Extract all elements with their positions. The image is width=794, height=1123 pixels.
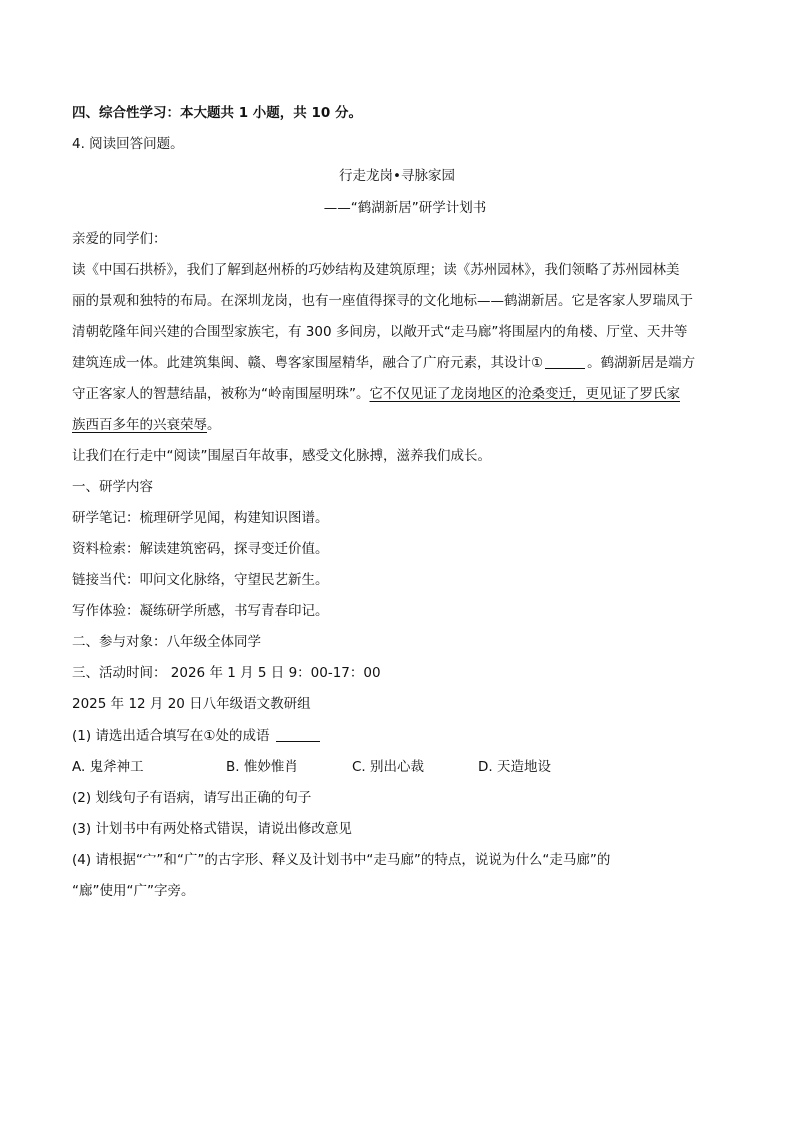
content-item: 研学笔记：梳理研学见闻，构建知识图谱。 (72, 510, 329, 526)
option-a: A. 鬼斧神工 (72, 759, 144, 775)
question-1 (72, 726, 322, 746)
answer-blank-q1 (276, 727, 320, 742)
paragraph-line-4-text-a: 建筑连成一体。此建筑集闽、赣、粤客家围屋精华，融合了广府元素，其设计① (72, 355, 544, 371)
question-3: (3) 计划书中有两处格式错误，请说出修改意见 (72, 821, 352, 837)
paragraph-line-4-text-b: 。鹤湖新居是端方 (587, 355, 696, 371)
underlined-sentence-part-1: 它不仅见证了龙岗地区的沧桑变迁，更见证了罗氏家 (369, 386, 680, 402)
signature: 2025 年 12 月 20 日八年级语文教研组 (72, 696, 311, 712)
question-stem: 4. 阅读回答问题。 (72, 136, 184, 152)
paragraph-line-5 (72, 384, 680, 404)
greeting: 亲爱的同学们： (72, 231, 167, 247)
underlined-sentence-part-2: 族西百多年的兴衰荣辱 (72, 417, 207, 433)
activity-time: 三、活动时间： 2026 年 1 月 5 日 9：00-17：00 (72, 665, 381, 681)
plan-title: 行走龙岗•寻脉家园 (339, 168, 455, 184)
paragraph-line-3: 清朝乾隆年间兴建的合围型家族宅，有 300 多间房，以敞开式“走马廊”将围屋内的角楼、厅堂、天井等 (72, 324, 688, 340)
paragraph-line-1: 读《中国石拱桥》，我们了解到赵州桥的巧妙结构及建筑原理；读《苏州园林》，我们领略了苏州园林美 (72, 262, 680, 278)
option-c: C. 别出心裁 (352, 759, 425, 775)
paragraph-line-4 (72, 353, 695, 373)
paragraph-line-6 (72, 415, 221, 435)
options-row (72, 757, 632, 777)
section-heading: 四、综合性学习：本大题共 1 小题，共 10 分。 (72, 105, 362, 121)
answer-blank-1 (545, 354, 585, 369)
plan-subtitle: ——“鹤湖新居”研学计划书 (323, 200, 487, 216)
content-item: 链接当代：叩问文化脉络，守望民艺新生。 (72, 572, 329, 588)
question-1-text: (1) 请选出适合填写在①处的成语 (72, 728, 270, 744)
paragraph-line-5-text: 守正客家人的智慧结晶，被称为“岭南围屋明珠”。 (72, 386, 370, 402)
invitation: 让我们在行走中“阅读”围屋百年故事，感受文化脉搏，滋养我们成长。 (72, 448, 491, 464)
question-4-line-2: “廊”使用“广”字旁。 (72, 883, 195, 899)
question-4-line-1: (4) 请根据“宀”和“广”的古字形、释义及计划书中“走马廊”的特点，说说为什么“走马廊”的 (72, 852, 611, 868)
option-b: B. 惟妙惟肖 (226, 759, 298, 775)
content-item: 写作体验：凝练研学所感，书写青春印记。 (72, 603, 329, 619)
option-d: D. 天造地设 (478, 759, 551, 775)
content-item: 资料检索：解读建筑密码，探寻变迁价值。 (72, 541, 329, 557)
content-heading: 一、研学内容 (72, 479, 153, 495)
question-2: (2) 划线句子有语病，请写出正确的句子 (72, 790, 312, 806)
paragraph-line-6-end: 。 (207, 417, 221, 433)
participants: 二、参与对象：八年级全体同学 (72, 634, 261, 650)
paragraph-line-2: 丽的景观和独特的布局。在深圳龙岗，也有一座值得探寻的文化地标——鹤湖新居。它是客家人罗瑞凤于 (72, 293, 693, 309)
